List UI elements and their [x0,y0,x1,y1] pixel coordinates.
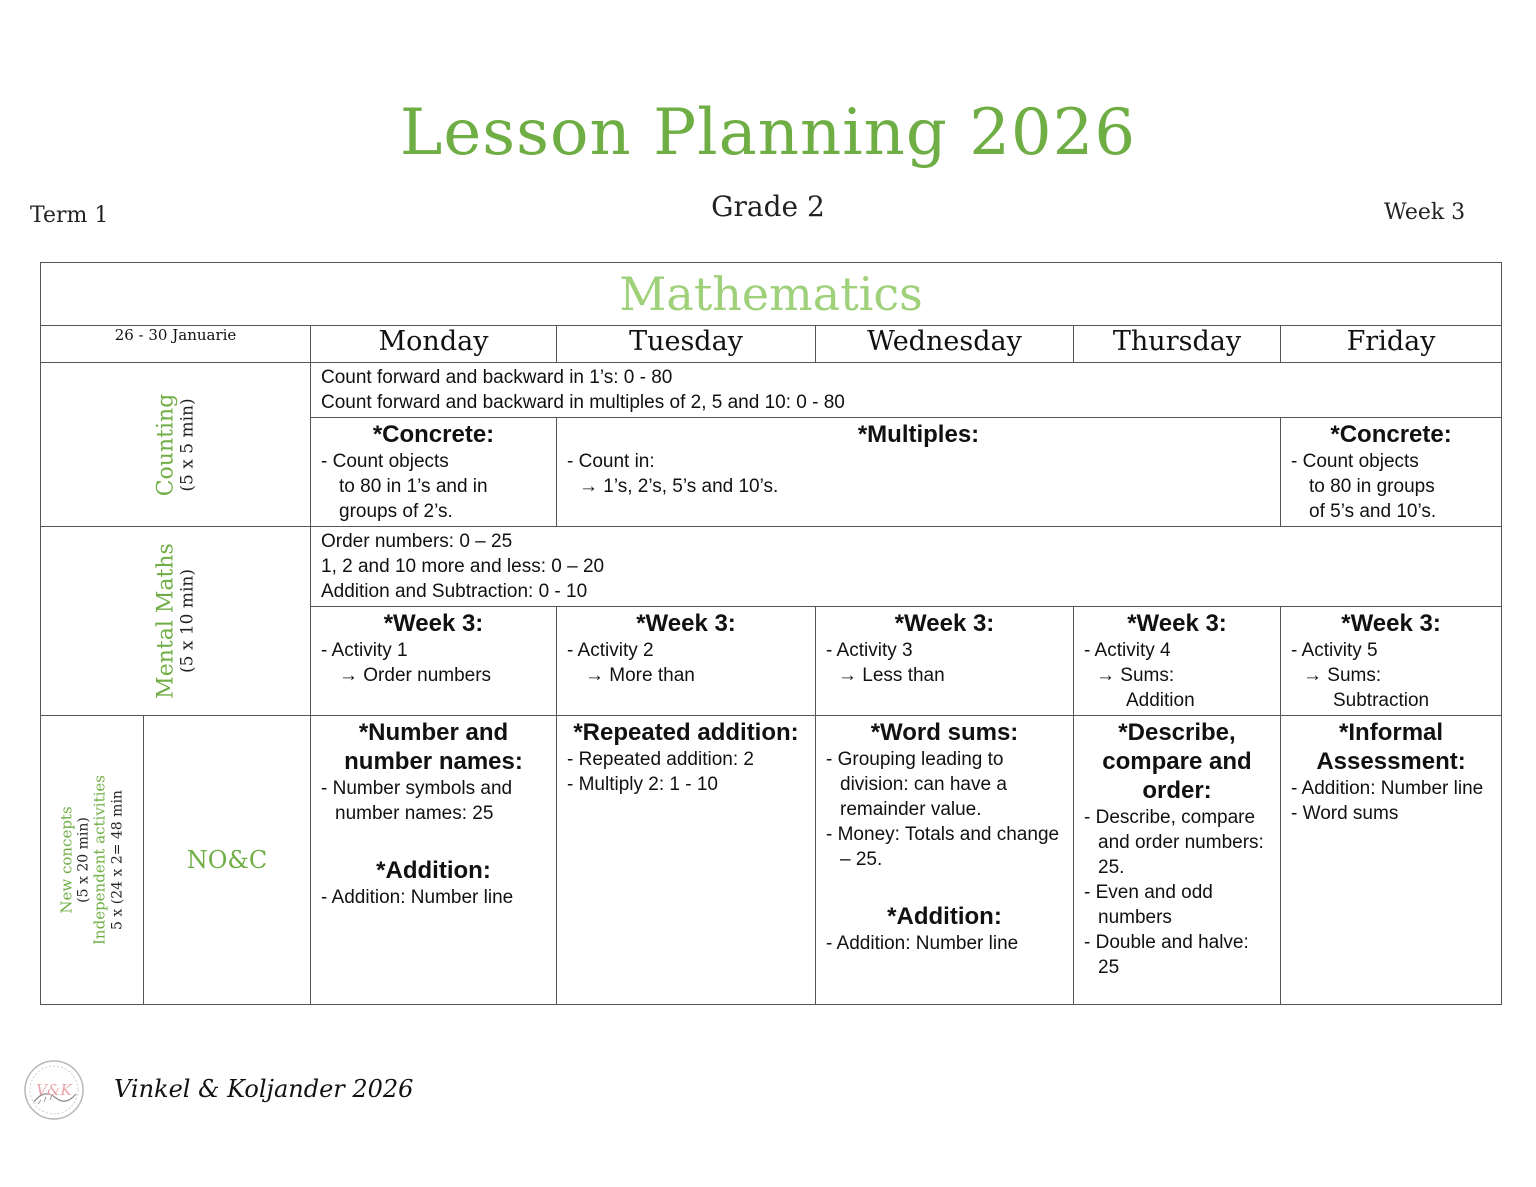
counting-tuesday-thursday: *Multiples: - Count in: → 1’s, 2’s, 5’s and 10’s. [557,418,1281,527]
grade-label: Grade 2 [711,190,825,223]
concepts-label-cell [41,716,144,1005]
page-title: Lesson Planning 2026 [399,96,1137,170]
mental-thursday: *Week 3: - Activity 4 → Sums: Addition [1074,607,1281,716]
concepts-friday: *Informal Assessment: - Addition: Number line - Word sums [1281,716,1502,1005]
date-range: 26 - 30 Januarie [41,326,311,363]
week-label: Week 3 [1384,200,1466,225]
counting-label: Counting (5 x 5 min) [153,393,198,496]
concepts-label: New concepts (5 x 20 min) Independent activities 5 x (24 x 2= 48 min [57,775,126,945]
strand-label: NO&C [144,716,311,1005]
day-monday: Monday [311,326,557,363]
concepts-monday: *Number and number names: - Number symbols and number names: 25 *Addition: - Addition: Number line [311,716,557,1005]
footer-credit: Vinkel & Koljander 2026 [114,1075,414,1103]
counting-friday: *Concrete: - Count objects to 80 in groups of 5’s and 10’s. [1281,418,1502,527]
concepts-wednesday: *Word sums: - Grouping leading to division: can have a remainder value. - Money: Totals and change – 25. *Addition: - Addition: Number line [816,716,1074,1005]
day-thursday: Thursday [1074,326,1281,363]
subject-heading: Mathematics [41,263,1502,326]
term-label: Term 1 [30,203,109,228]
day-tuesday: Tuesday [557,326,816,363]
lesson-plan-table [40,262,1502,1005]
counting-general: Count forward and backward in 1’s: 0 - 80 Count forward and backward in multiples of 2, 5 and 10: 0 - 80 [311,363,1502,418]
counting-label-cell [41,363,311,527]
vk-logo-icon [22,1058,86,1122]
mental-general: Order numbers: 0 – 25 1, 2 and 10 more and less: 0 – 20 Addition and Subtraction: 0 - 10 [311,527,1502,607]
logo-text: V&K [36,1081,72,1099]
mental-monday: *Week 3: - Activity 1 → Order numbers [311,607,557,716]
mental-label: Mental Maths (5 x 10 min) [153,543,198,699]
day-header-row [41,326,1502,363]
concepts-thursday: *Describe, compare and order: - Describe, compare and order numbers: 25. - Even and odd numbers - Double and halve: 25 [1074,716,1281,1005]
concepts-tuesday: *Repeated addition: - Repeated addition: 2 - Multiply 2: 1 - 10 [557,716,816,1005]
mental-label-cell [41,527,311,716]
mental-wednesday: *Week 3: - Activity 3 → Less than [816,607,1074,716]
mental-tuesday: *Week 3: - Activity 2 → More than [557,607,816,716]
day-wednesday: Wednesday [816,326,1074,363]
day-friday: Friday [1281,326,1502,363]
counting-monday: *Concrete: - Count objects to 80 in 1’s and in groups of 2’s. [311,418,557,527]
mental-friday: *Week 3: - Activity 5 → Sums: Subtraction [1281,607,1502,716]
